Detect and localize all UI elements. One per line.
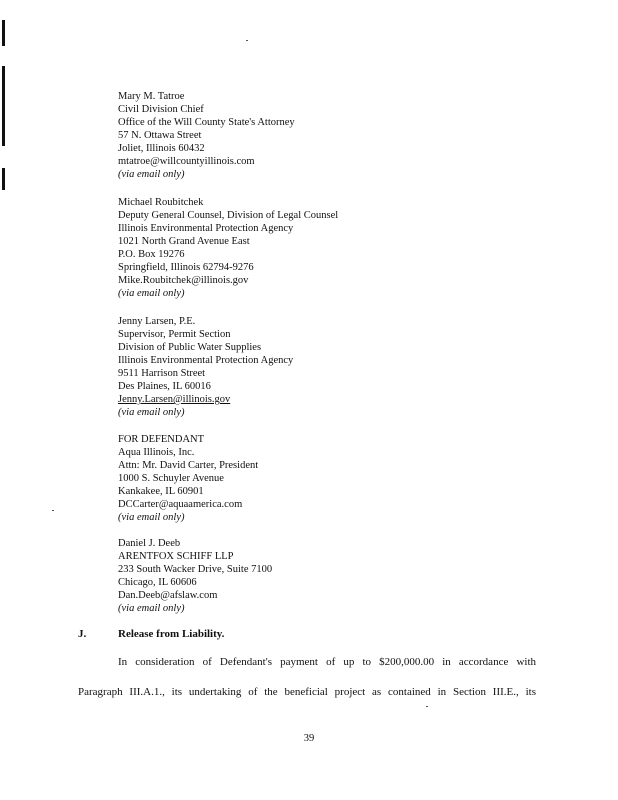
address-line: Joliet, Illinois 60432 [118,143,205,154]
delivery-note: (via email only) [118,603,185,614]
address-line: Jenny Larsen, P.E. [118,316,196,327]
scan-mark [2,168,5,190]
email-address: mtatroe@willcountyillinois.com [118,156,255,167]
address-line: ARENTFOX SCHIFF LLP [118,551,234,562]
address-line: Civil Division Chief [118,104,204,115]
scan-mark [2,20,5,46]
delivery-note: (via email only) [118,512,185,523]
address-line: Supervisor, Permit Section [118,329,231,340]
address-line: P.O. Box 19276 [118,249,185,260]
address-line: 57 N. Ottawa Street [118,130,202,141]
address-block-deeb [118,537,272,615]
delivery-note: (via email only) [118,169,185,180]
section-number: J. [78,628,87,640]
address-line: 9511 Harrison Street [118,368,206,379]
address-line: Mary M. Tatroe [118,91,185,102]
scan-mark [2,66,5,146]
email-link[interactable]: Jenny.Larsen@illinois.gov [118,394,231,405]
email-address: DCCarter@aquaamerica.com [118,499,243,510]
scan-speck [52,510,54,511]
address-line: Chicago, IL 60606 [118,577,197,588]
address-line: Division of Public Water Supplies [118,342,262,353]
party-label: FOR DEFENDANT [118,434,205,445]
address-line: Aqua Illinois, Inc. [118,447,195,458]
address-line: Illinois Environmental Protection Agency [118,223,294,234]
address-line: Springfield, Illinois 62794-9276 [118,262,254,273]
address-line: Deputy General Counsel, Division of Legal Counsel [118,210,339,221]
address-line: Des Plaines, IL 60016 [118,381,211,392]
address-block-tatroe [118,90,295,181]
address-line: Attn: Mr. David Carter, President [118,460,259,471]
paragraph-line-2: Paragraph III.A.1., its undertaking of the beneficial project as contained in Section III.E., its [78,686,536,698]
delivery-note: (via email only) [118,288,185,299]
scan-speck [426,706,428,707]
email-address: Dan.Deeb@afslaw.com [118,590,218,601]
address-line: 1021 North Grand Avenue East [118,236,250,247]
section-heading: Release from Liability. [118,628,225,640]
address-line: Michael Roubitchek [118,197,204,208]
address-line: Office of the Will County State's Attorney [118,117,295,128]
paragraph-line-1: In consideration of Defendant's payment of up to $200,000.00 in accordance with [118,656,536,668]
address-line: 233 South Wacker Drive, Suite 7100 [118,564,273,575]
address-block-larsen [118,315,293,419]
address-line: Kankakee, IL 60901 [118,486,204,497]
address-block-defendant [118,433,258,524]
address-line: Daniel J. Deeb [118,538,181,549]
address-line: 1000 S. Schuyler Avenue [118,473,224,484]
address-line: Illinois Environmental Protection Agency [118,355,294,366]
address-block-roubitchek [118,196,338,300]
delivery-note: (via email only) [118,407,185,418]
page-number: 39 [303,733,315,744]
scan-speck [246,40,248,41]
email-address: Mike.Roubitchek@illinois.gov [118,275,249,286]
